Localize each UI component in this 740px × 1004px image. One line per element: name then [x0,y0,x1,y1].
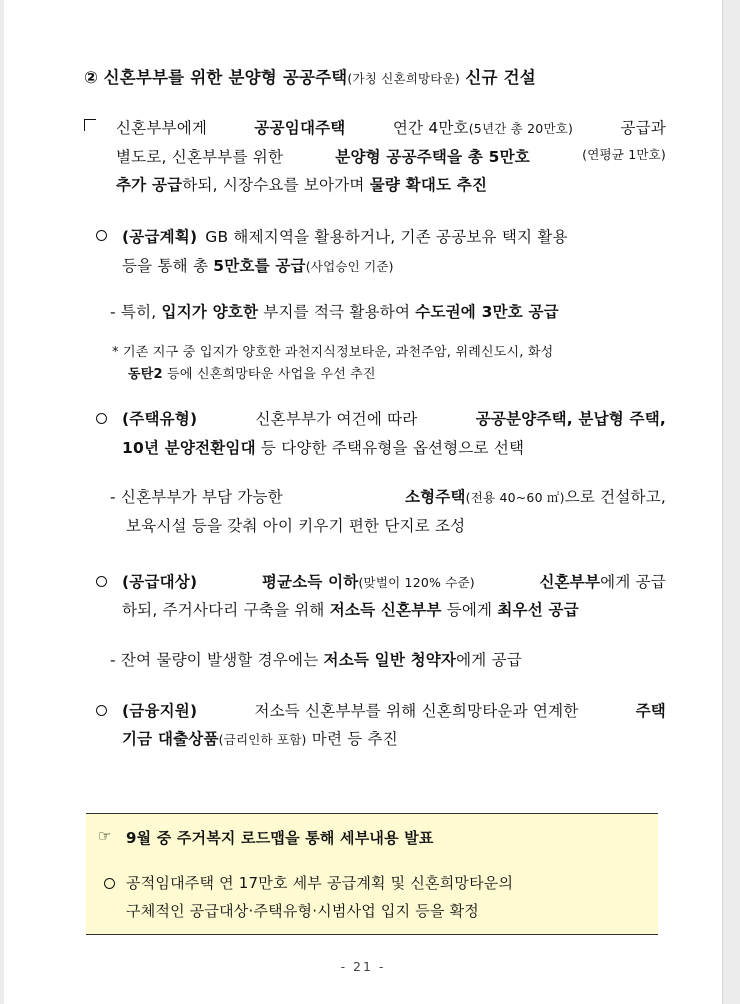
box-title: 9월 중 주거복지 로드맵을 통해 세부내용 발표 [126,829,434,847]
target-sub: - 잔여 물량이 발생할 경우에는 저소득 일반 청약자에게 공급 [110,651,522,669]
box-line-2: 구체적인 공급대상·주택유형·시범사업 입지 등을 확정 [126,902,479,920]
finance-line-1: (금융지원) 저소득 신혼부부를 위해 신혼희망타운과 연계한 주택 [122,702,666,720]
housing-type-line-1: (주택유형) 신혼부부가 여건에 따라 공공분양주택, 분납형 주택, [122,410,666,428]
section-heading: ② 신혼부부를 위한 분양형 공공주택(가칭 신혼희망타운) 신규 건설 [84,68,536,87]
scrollbar[interactable] [726,0,740,1004]
circle-bullet-icon [104,876,127,894]
pointing-hand-icon: ☞ [98,827,112,845]
supply-plan-line-1: (공급계획) GB 해제지역을 활용하거나, 기존 공공보유 택지 활용 [122,228,568,246]
box-line-1: 공적임대주택 연 17만호 세부 공급계획 및 신혼희망타운의 [126,874,514,892]
document-page [4,0,723,1004]
circle-bullet-icon [96,574,119,592]
main-paragraph-line-1: 신혼부부에게 공공임대주택 연간 4만호(5년간 총 20만호) 공급과 [116,119,666,137]
supply-plan-note-1: * 기존 지구 중 입지가 양호한 과천지식정보타운, 과천주암, 위례신도시, 화성 [112,345,554,360]
supply-plan-note-2: 동탄2 등에 신혼희망타운 사업을 우선 추진 [128,367,376,382]
circle-bullet-icon [96,703,119,721]
housing-type-sub-1: - 신혼부부가 부담 가능한 소형주택(전용 40~60 ㎡)으로 건설하고, [110,488,666,506]
target-line-2: 하되, 주거사다리 구축을 위해 저소득 신혼부부 등에게 최우선 공급 [122,601,579,619]
circle-bullet-icon [96,228,119,246]
main-paragraph-line-2: 별도로, 신혼부부를 위한 분양형 공공주택을 총 5만호 (연평균 1만호) [116,147,666,166]
supply-plan-line-2: 등을 통해 총 5만호를 공급(사업승인 기준) [122,257,394,275]
page-number: - 21 - [340,959,386,974]
announcement-box [86,813,658,935]
circle-bullet-icon [96,411,119,429]
square-bullet-icon [84,117,110,135]
target-line-1: (공급대상) 평균소득 이하(맞벌이 120% 수준) 신혼부부에게 공급 [122,573,666,591]
housing-type-sub-2: 보육시설 등을 갖춰 아이 키우기 편한 단지로 조성 [126,517,466,535]
housing-type-line-2: 10년 분양전환임대 등 다양한 주택유형을 옵션형으로 선택 [122,439,525,457]
supply-plan-sub: - 특히, 입지가 양호한 부지를 적극 활용하여 수도권에 3만호 공급 [110,303,559,321]
main-paragraph-line-3: 추가 공급하되, 시장수요를 보아가며 물량 확대도 추진 [116,176,488,194]
finance-line-2: 기금 대출상품(금리인하 포함) 마련 등 추진 [122,730,398,748]
